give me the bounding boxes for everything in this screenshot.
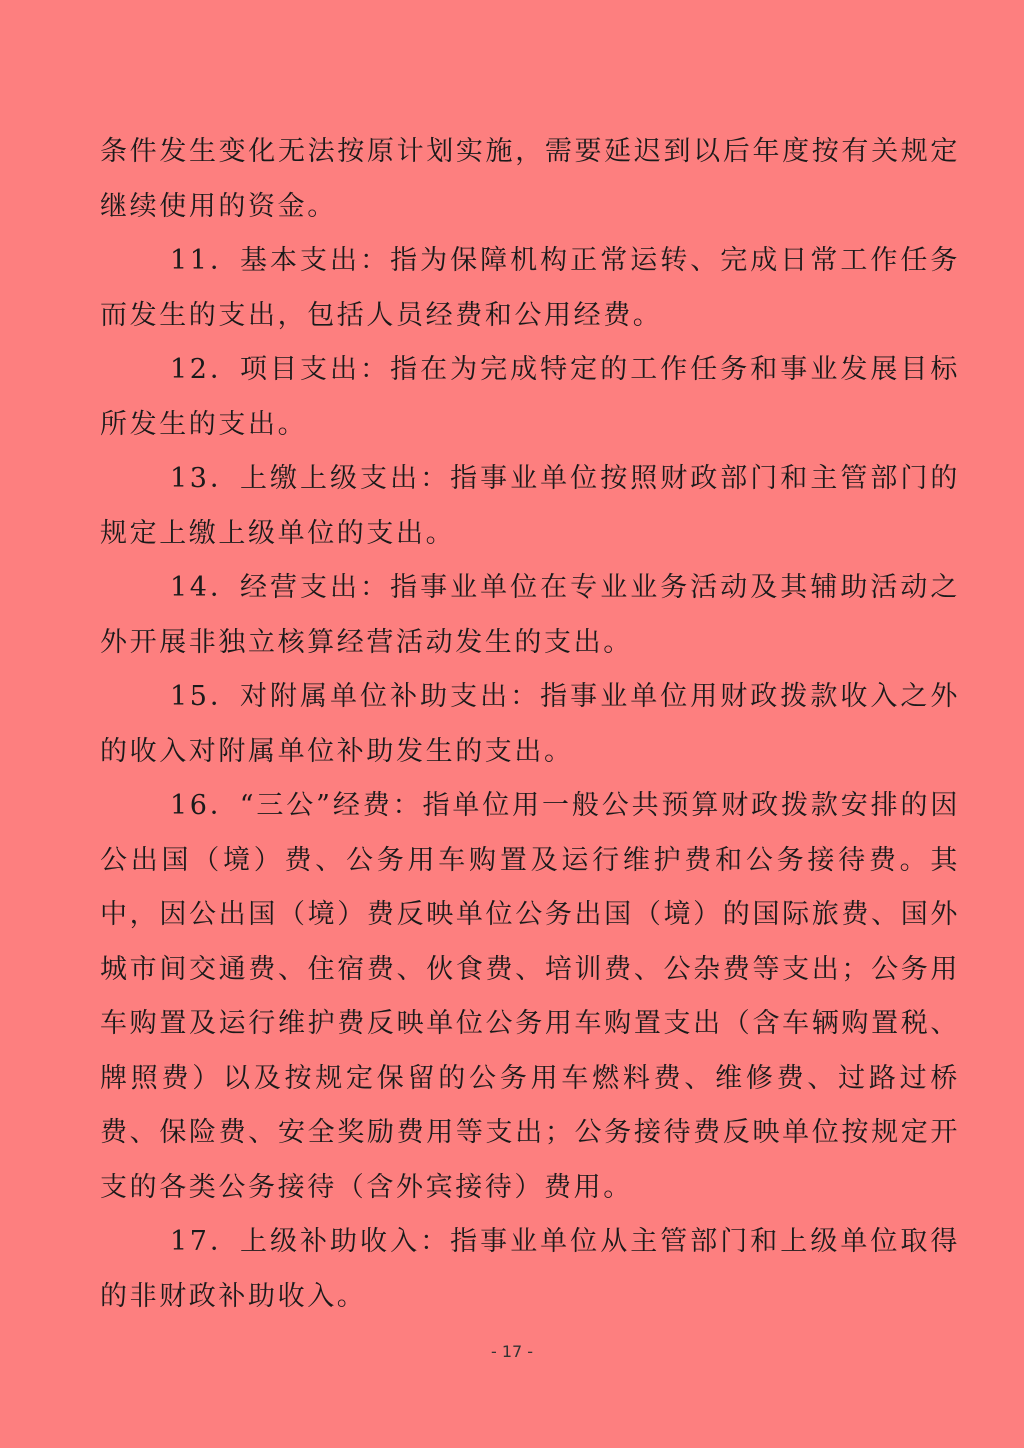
page-number: - 17 - <box>490 1342 534 1361</box>
paragraph-item-13: 13．上缴上级支出：指事业单位按照财政部门和主管部门的规定上缴上级单位的支出。 <box>100 463 960 549</box>
paragraph-item-17: 17．上级补助收入：指事业单位从主管部门和上级单位取得的非财政补助收入。 <box>100 1226 960 1312</box>
paragraph-item-12: 12．项目支出：指在为完成特定的工作任务和事业发展目标所发生的支出。 <box>100 354 960 440</box>
paragraph-item-14: 14．经营支出：指事业单位在专业业务活动及其辅助活动之外开展非独立核算经营活动发生的支出。 <box>100 572 960 658</box>
paragraph-item-15: 15．对附属单位补助支出：指事业单位用财政拨款收入之外的收入对附属单位补助发生的支出。 <box>100 681 960 767</box>
document-body <box>100 125 960 1324</box>
paragraph-continuation: 条件发生变化无法按原计划实施，需要延迟到以后年度按有关规定继续使用的资金。 <box>100 136 960 222</box>
paragraph-item-11: 11．基本支出：指为保障机构正常运转、完成日常工作任务而发生的支出，包括人员经费和公用经费。 <box>100 245 960 331</box>
paragraph-item-16: 16．“三公”经费：指单位用一般公共预算财政拨款安排的因公出国（境）费、公务用车购置及运行维护费和公务接待费。其中，因公出国（境）费反映单位公务出国（境）的国际旅费、国外城市间交通费、住宿费、伙食费、培训费、公杂费等支出；公务用车购置及运行维护费反映单位公务用车购置支出（含车辆购置税、牌照费）以及按规定保留的公务用车燃料费、维修费、过路过桥费、保险费、安全奖励费用等支出；公务接待费反映单位按规定开支的各类公务接待（含外宾接待）费用。 <box>100 790 960 1203</box>
